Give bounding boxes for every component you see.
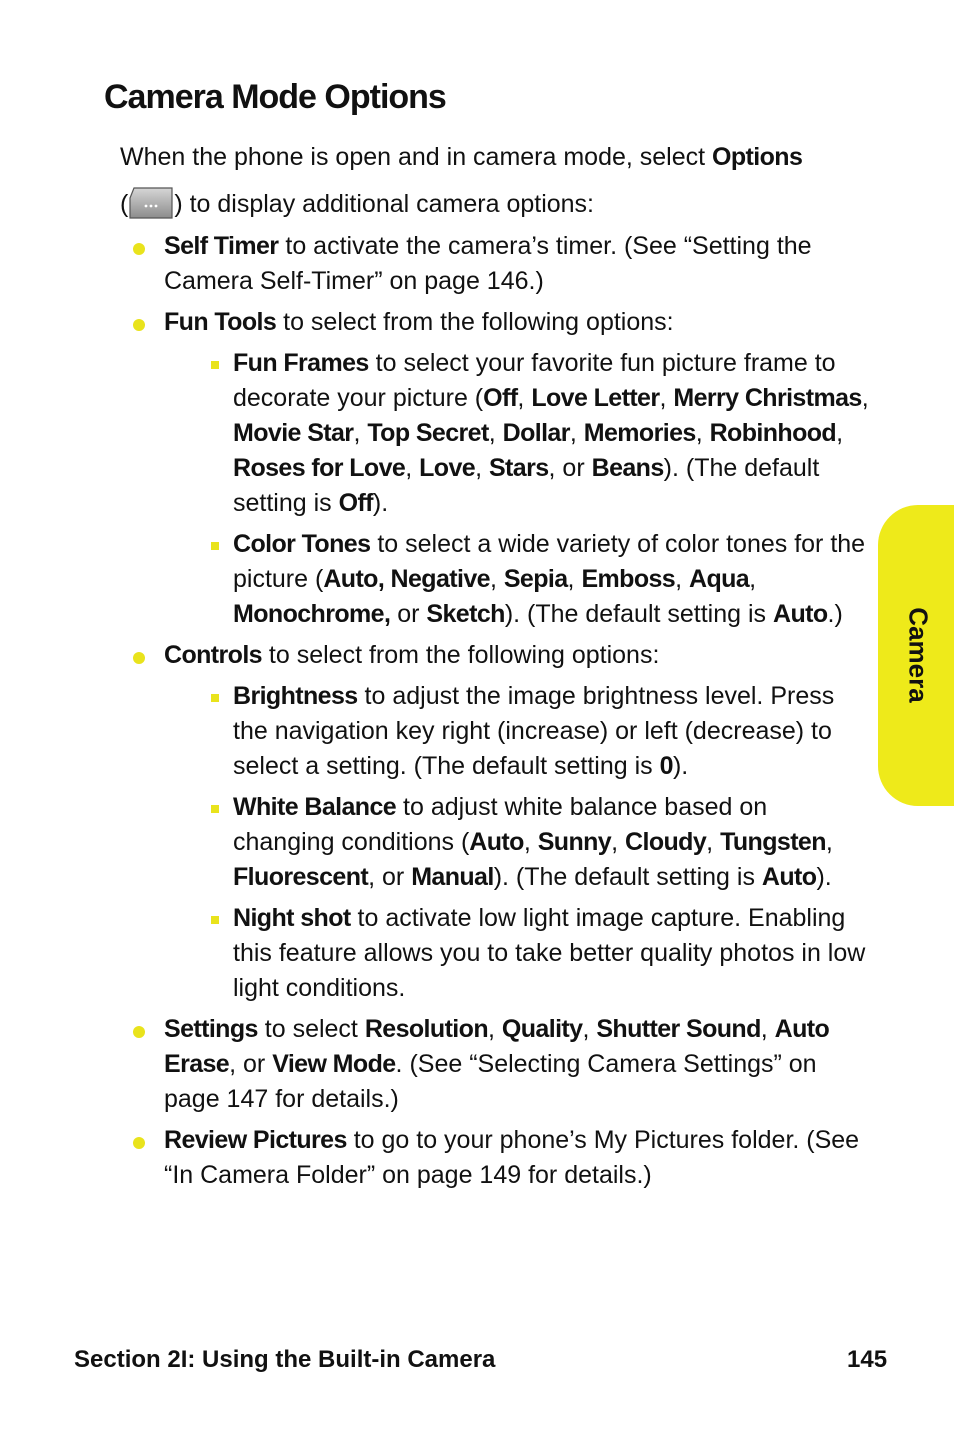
options-term: Options: [712, 143, 803, 171]
sep: ,: [695, 419, 710, 447]
sep: , or: [229, 1050, 273, 1078]
sep: or: [390, 600, 427, 628]
default-label: ). (The default setting is: [504, 600, 773, 628]
softkey-icon: [128, 186, 174, 220]
sep: ,: [659, 384, 674, 412]
tone-option: Sepia: [503, 565, 568, 593]
sep: ,: [611, 828, 626, 856]
sep: ,: [405, 454, 420, 482]
sublist-item-white-balance: [164, 790, 870, 895]
setting-option: Quality: [501, 1015, 583, 1043]
sep: ,: [567, 565, 582, 593]
footer-page-number: 145: [847, 1346, 888, 1373]
footer-section-title: Section 2I: Using the Built-in Camera: [74, 1346, 496, 1373]
fun-tools-desc: to select from the following options:: [276, 308, 674, 336]
frame-option: Memories: [583, 419, 696, 447]
night-shot-term: Night shot: [233, 904, 351, 932]
settings-reference: . (See “Selecting Camera Settings” on page 147 for details.): [164, 1050, 817, 1113]
tone-option: Sketch: [426, 600, 505, 628]
fun-frames-desc: to select your favorite fun picture frame to decorate your picture (: [233, 349, 836, 412]
sep: ,: [675, 565, 690, 593]
sep: ,: [706, 828, 721, 856]
default-label: ). (The default setting is: [493, 863, 762, 891]
sep: ,: [825, 828, 833, 856]
sep: , or: [548, 454, 592, 482]
sep: ,: [569, 419, 584, 447]
settings-term: Settings: [164, 1015, 258, 1043]
frame-option: Dollar: [502, 419, 570, 447]
night-shot-desc: to activate low light image capture. Enabling this feature allows you to take better quality photos in low light conditions.: [233, 904, 866, 1002]
fun-frames-term: Fun Frames: [233, 349, 369, 377]
intro-paragraph: [120, 134, 880, 228]
default-value: Auto: [773, 600, 828, 628]
intro-paren: (: [120, 190, 129, 218]
frame-option: Off: [483, 384, 518, 412]
fun-tools-term: Fun Tools: [164, 308, 277, 336]
controls-desc: to select from the following options:: [261, 641, 660, 669]
list-item-fun-tools: [120, 305, 870, 632]
frame-option: Beans: [591, 454, 664, 482]
square-bullet-icon: [211, 542, 219, 550]
side-tab-label: Camera: [903, 607, 934, 703]
brightness-term: Brightness: [233, 682, 358, 710]
sublist-item-night-shot: [164, 901, 870, 1006]
wb-option: Tungsten: [720, 828, 826, 856]
settings-desc: to select: [257, 1015, 365, 1043]
sep: ,: [489, 565, 504, 593]
sep: ,: [488, 1015, 502, 1043]
setting-option: View Mode: [272, 1050, 396, 1078]
frame-option: Roses for Love: [233, 454, 406, 482]
wb-option: Auto: [469, 828, 524, 856]
setting-option: Shutter Sound: [596, 1015, 761, 1043]
bullet-icon: [133, 1026, 145, 1038]
page-title: Camera Mode Options: [104, 78, 446, 116]
bullet-icon: [133, 243, 145, 255]
sep: ,: [475, 454, 489, 482]
white-balance-desc: to adjust white balance based on changing conditions (: [233, 793, 768, 856]
sublist-item-fun-frames: [164, 346, 870, 521]
sep: ).: [672, 752, 689, 780]
sep: ,: [749, 565, 757, 593]
list-item-controls: [120, 638, 870, 1006]
frame-option: Love: [419, 454, 476, 482]
default-value: 0: [659, 752, 673, 780]
brightness-desc: to adjust the image brightness level. Press the navigation key right (increase) or left (decrease) to select a setting. (The default setting is: [233, 682, 835, 780]
sep: , or: [368, 863, 412, 891]
setting-option: Resolution: [364, 1015, 488, 1043]
white-balance-term: White Balance: [233, 793, 397, 821]
frame-option: Robinhood: [709, 419, 837, 447]
controls-term: Controls: [164, 641, 262, 669]
setting-option: Auto Erase: [164, 1015, 830, 1078]
default-label: ). (The default setting is: [233, 454, 820, 517]
tone-option: Monochrome,: [233, 600, 391, 628]
wb-option: Fluorescent: [233, 863, 369, 891]
sep: ,: [582, 1015, 597, 1043]
list-item-self-timer: [120, 229, 870, 299]
wb-option: Manual: [411, 863, 494, 891]
tone-option: Aqua: [689, 565, 750, 593]
color-tones-desc: to select a wide variety of color tones for the picture (: [233, 530, 866, 593]
tone-option: Auto, Negative: [323, 565, 490, 593]
sep: .): [827, 600, 843, 628]
frame-option: Love Letter: [531, 384, 660, 412]
sep: ).: [816, 863, 832, 891]
options-list: [120, 229, 870, 1199]
frame-option: Top Secret: [367, 419, 489, 447]
wb-option: Sunny: [537, 828, 612, 856]
sep: ,: [488, 419, 503, 447]
review-pictures-term: Review Pictures: [164, 1126, 347, 1154]
wb-option: Cloudy: [625, 828, 707, 856]
bullet-icon: [133, 1137, 145, 1149]
sep: ,: [523, 828, 538, 856]
default-value: Off: [338, 489, 373, 517]
review-pictures-desc: to go to your phone’s My Pictures folder. (See “In Camera Folder” on page 149 for details.): [164, 1126, 860, 1189]
self-timer-term: Self Timer: [164, 232, 279, 260]
list-item-settings: [120, 1012, 870, 1117]
sep: ,: [517, 384, 532, 412]
square-bullet-icon: [211, 916, 219, 924]
self-timer-desc: to activate the camera’s timer. (See “Setting the Camera Self-Timer” on page 146.): [164, 232, 812, 295]
sep: ,: [353, 419, 368, 447]
intro-text: When the phone is open and in camera mode, select: [120, 143, 713, 171]
sep: ).: [372, 489, 389, 517]
sep: ,: [836, 419, 844, 447]
square-bullet-icon: [211, 694, 219, 702]
color-tones-term: Color Tones: [233, 530, 371, 558]
frame-option: Stars: [488, 454, 549, 482]
frame-option: Movie Star: [233, 419, 354, 447]
bullet-icon: [133, 319, 145, 331]
intro-text-2: ) to display additional camera options:: [174, 190, 595, 218]
default-value: Auto: [761, 863, 817, 891]
sublist-item-brightness: [164, 679, 870, 784]
bullet-icon: [133, 652, 145, 664]
frame-option: Merry Christmas: [673, 384, 862, 412]
square-bullet-icon: [211, 361, 219, 369]
square-bullet-icon: [211, 805, 219, 813]
sep: ,: [861, 384, 869, 412]
list-item-review-pictures: [120, 1123, 870, 1193]
tone-option: Emboss: [581, 565, 676, 593]
sep: ,: [760, 1015, 775, 1043]
sublist-item-color-tones: [164, 527, 870, 632]
